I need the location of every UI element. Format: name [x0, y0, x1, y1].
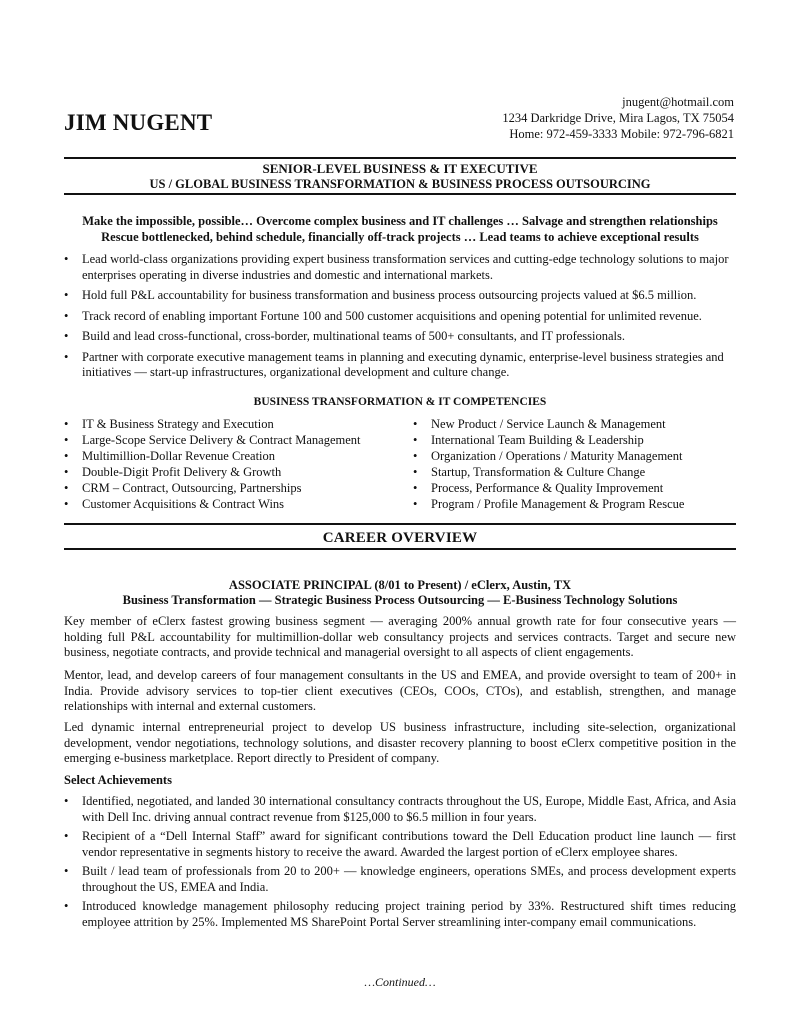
contact-phones: Home: 972-459-3333 Mobile: 972-796-6821: [509, 127, 734, 141]
contact-email: jnugent@hotmail.com: [622, 95, 734, 109]
achievement-item: • Identified, negotiated, and landed 30 international consultancy contracts throughout the US, Europe, Middle East, Africa, and Asia with Dell Inc. driving annual contract revenue from $125,000 to $6.5 million in four years.: [64, 794, 736, 825]
summary-item: • Partner with corporate executive management teams in planning and executing dynamic, enterprise-level business strategies and initiatives — start-up infrastructures, organizational development and culture change.: [64, 350, 736, 381]
competency-item: • International Team Building & Leadership: [413, 432, 684, 448]
competency-item: • Startup, Transformation & Culture Change: [413, 464, 684, 480]
competencies-title: BUSINESS TRANSFORMATION & IT COMPETENCIES: [253, 396, 547, 408]
career-paragraph: Key member of eClerx fastest growing business segment — averaging 200% annual growth rate for four consecutive years — holding full P&L accountability for multimillion-dollar web consultancy projects and services contracts. Target and secure new business, negotiate contracts, and provide technical and managerial oversight to all aspects of client engagements.: [64, 614, 736, 659]
divider-headline: [64, 193, 736, 195]
competency-item: • Program / Profile Management & Program Rescue: [413, 496, 684, 512]
divider-career-top: [64, 523, 736, 525]
summary-item: • Hold full P&L accountability for business transformation and business process outsourcing projects valued at $6.5 million.: [64, 288, 736, 304]
competency-item: • Multimillion-Dollar Revenue Creation: [64, 448, 361, 464]
achievement-item: • Recipient of a “Dell Internal Staff” award for significant contributions toward the Dell Education product line launch — first vendor representative in segments history to receive the award. Awarded the largest portion of eClerx employee shares.: [64, 829, 736, 860]
candidate-name: JIM NUGENT: [64, 110, 213, 135]
summary-item: • Lead world-class organizations providing expert business transformation services and cutting-edge technology solutions to major enterprises operating in diverse industries and domestic and international markets.: [64, 252, 736, 283]
headline-subtitle: US / GLOBAL BUSINESS TRANSFORMATION & BUSINESS PROCESS OUTSOURCING: [149, 177, 651, 191]
summary-list: [64, 252, 736, 381]
competency-item: • Process, Performance & Quality Improvement: [413, 480, 684, 496]
competency-item: • Organization / Operations / Maturity Management: [413, 448, 684, 464]
summary-item: • Track record of enabling important Fortune 100 and 500 customer acquisitions and opening potential for unlimited revenue.: [64, 309, 736, 325]
career-paragraph: Led dynamic internal entrepreneurial project to develop US business infrastructure, including site-selection, organizational development, vendor negotiations, technology solutions, and disaster recovery planning to boost eClerx competitive position in the emerging e-business marketplace. Report directly to President of company.: [64, 720, 736, 765]
section-title-career: CAREER OVERVIEW: [322, 530, 478, 546]
achievements-list: [64, 794, 736, 930]
tagline-line: Make the impossible, possible… Overcome complex business and IT challenges … Salvage and strengthen relationships: [82, 214, 718, 228]
achievement-item: • Introduced knowledge management philosophy reducing project training period by 33%. Restructured shift times reducing employee attrition by 25%. Implemented MS SharePoint Portal Server streamlining inter-company email communications.: [64, 899, 736, 930]
achievements-heading: Select Achievements: [64, 773, 172, 787]
tagline-line: Rescue bottlenecked, behind schedule, financially off-track projects … Lead teams to achieve exceptional results: [101, 230, 699, 244]
summary-item: • Build and lead cross-functional, cross-border, multinational teams of 500+ consultants, and IT professionals.: [64, 329, 736, 345]
divider-top: [64, 157, 736, 159]
competency-item: • Customer Acquisitions & Contract Wins: [64, 496, 361, 512]
job-subtitle: Business Transformation — Strategic Business Process Outsourcing — E-Business Technology Solutions: [122, 593, 678, 607]
contact-block: [502, 94, 734, 142]
achievement-item: • Built / lead team of professionals from 20 to 200+ — knowledge engineers, operations SMEs, and process development experts throughout the US, EMEA and India.: [64, 864, 736, 895]
competency-item: • CRM – Contract, Outsourcing, Partnerships: [64, 480, 361, 496]
career-paragraph: Mentor, lead, and develop careers of four management consultants in the US and EMEA, and provide oversight to team of 200+ in India. Provide advisory services to top-tier client executives (CEOs, COOs, CTOs), and establish, strengthen, and manage relationships with internal and external customers.: [64, 668, 736, 713]
competencies-right: [413, 416, 684, 512]
competency-item: • Large-Scope Service Delivery & Contract Management: [64, 432, 361, 448]
tagline: [64, 213, 736, 245]
divider-career-bottom: [64, 548, 736, 550]
job-title: ASSOCIATE PRINCIPAL (8/01 to Present) / eClerx, Austin, TX: [228, 578, 572, 592]
headline-title: SENIOR-LEVEL BUSINESS & IT EXECUTIVE: [262, 161, 538, 176]
competency-item: • IT & Business Strategy and Execution: [64, 416, 361, 432]
competency-item: • Double-Digit Profit Delivery & Growth: [64, 464, 361, 480]
competency-item: • New Product / Service Launch & Management: [413, 416, 684, 432]
continued-note: …Continued…: [364, 975, 436, 989]
competencies-left: [64, 416, 361, 512]
contact-address: 1234 Darkridge Drive, Mira Lagos, TX 75054: [502, 111, 734, 125]
